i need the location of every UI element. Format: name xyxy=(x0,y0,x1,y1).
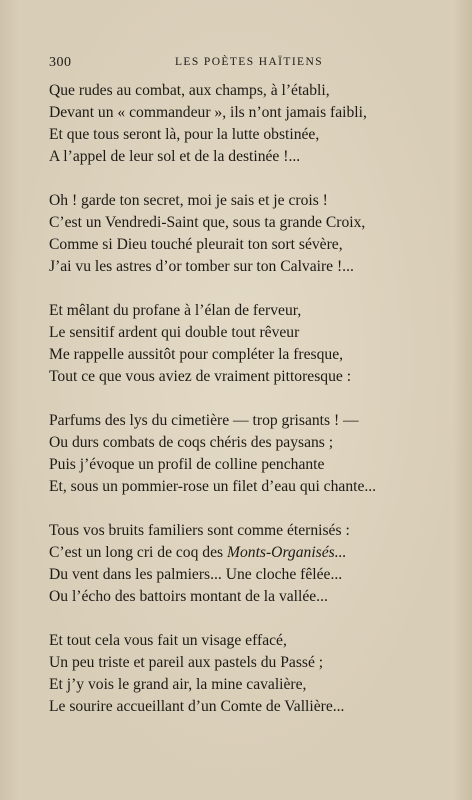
verse-text: Parfums des lys du cimetière — trop grisants ! — xyxy=(49,412,359,429)
verse-text: C’est un Vendredi-Saint que, sous ta grande Croix, xyxy=(49,214,366,231)
verse-text: Ou durs combats de coqs chéris des paysans ; xyxy=(49,434,334,451)
verse-line xyxy=(49,212,429,234)
running-title: LES POÈTES HAÏTIENS xyxy=(175,56,323,68)
verse-text: Et j’y vois le grand air, la mine cavalière, xyxy=(49,676,307,693)
verse-text: Et que tous seront là, pour la lutte obstinée, xyxy=(49,126,320,143)
verse-line xyxy=(49,674,429,696)
verse-line xyxy=(49,696,429,718)
verse-line xyxy=(49,322,429,344)
verse-text: Un peu triste et pareil aux pastels du Passé ; xyxy=(49,654,324,671)
verse-text: A l’appel de leur sol et de la destinée !... xyxy=(49,148,301,165)
stanza xyxy=(49,190,429,278)
stanza xyxy=(49,80,429,168)
verse-line xyxy=(49,80,429,102)
verse-text: Comme si Dieu touché pleurait ton sort sévère, xyxy=(49,236,343,253)
verse-line xyxy=(49,564,429,586)
verse-text: Que rudes au combat, aux champs, à l’établi, xyxy=(49,82,330,99)
verse-line xyxy=(49,234,429,256)
verse-text: C’est un long cri de coq des xyxy=(49,544,227,561)
verse-text: Tout ce que vous aviez de vraiment pittoresque : xyxy=(49,368,352,385)
verse-line xyxy=(49,586,429,608)
italic-text: Monts-Organisés... xyxy=(227,544,347,561)
verse-text: Devant un « commandeur », ils n’ont jamais faibli, xyxy=(49,104,367,121)
verse-line xyxy=(49,542,429,564)
verse-line xyxy=(49,300,429,322)
verse-text: Le sensitif ardent qui double tout rêveur xyxy=(49,324,300,341)
verse-line xyxy=(49,454,429,476)
poem-body xyxy=(49,80,429,740)
verse-text: J’ai vu les astres d’or tomber sur ton Calvaire !... xyxy=(49,258,354,275)
stanza xyxy=(49,520,429,608)
verse-line xyxy=(49,256,429,278)
verse-text: Ou l’écho des battoirs montant de la vallée... xyxy=(49,588,328,605)
verse-text: Le sourire accueillant d’un Comte de Vallière... xyxy=(49,698,345,715)
verse-line xyxy=(49,520,429,542)
verse-text: Et, sous un pommier-rose un filet d’eau qui chante... xyxy=(49,478,377,495)
verse-line xyxy=(49,344,429,366)
verse-text: Me rappelle aussitôt pour compléter la fresque, xyxy=(49,346,344,363)
verse-text: Puis j’évoque un profil de colline penchante xyxy=(49,456,325,473)
verse-line xyxy=(49,630,429,652)
page-header xyxy=(49,55,421,73)
stanza xyxy=(49,410,429,498)
stanza xyxy=(49,630,429,718)
verse-line xyxy=(49,190,429,212)
verse-text: Et mêlant du profane à l’élan de ferveur, xyxy=(49,302,302,319)
stanza xyxy=(49,300,429,388)
verse-text: Et tout cela vous fait un visage effacé, xyxy=(49,632,287,649)
verse-line xyxy=(49,652,429,674)
verse-line xyxy=(49,146,429,168)
verse-line xyxy=(49,476,429,498)
verse-text: Oh ! garde ton secret, moi je sais et je crois ! xyxy=(49,192,328,209)
verse-line xyxy=(49,102,429,124)
verse-text: Du vent dans les palmiers... Une cloche fêlée... xyxy=(49,566,343,583)
verse-line xyxy=(49,366,429,388)
page-number: 300 xyxy=(49,55,72,70)
verse-line xyxy=(49,432,429,454)
verse-line xyxy=(49,124,429,146)
verse-text: Tous vos bruits familiers sont comme éternisés : xyxy=(49,522,350,539)
verse-line xyxy=(49,410,429,432)
